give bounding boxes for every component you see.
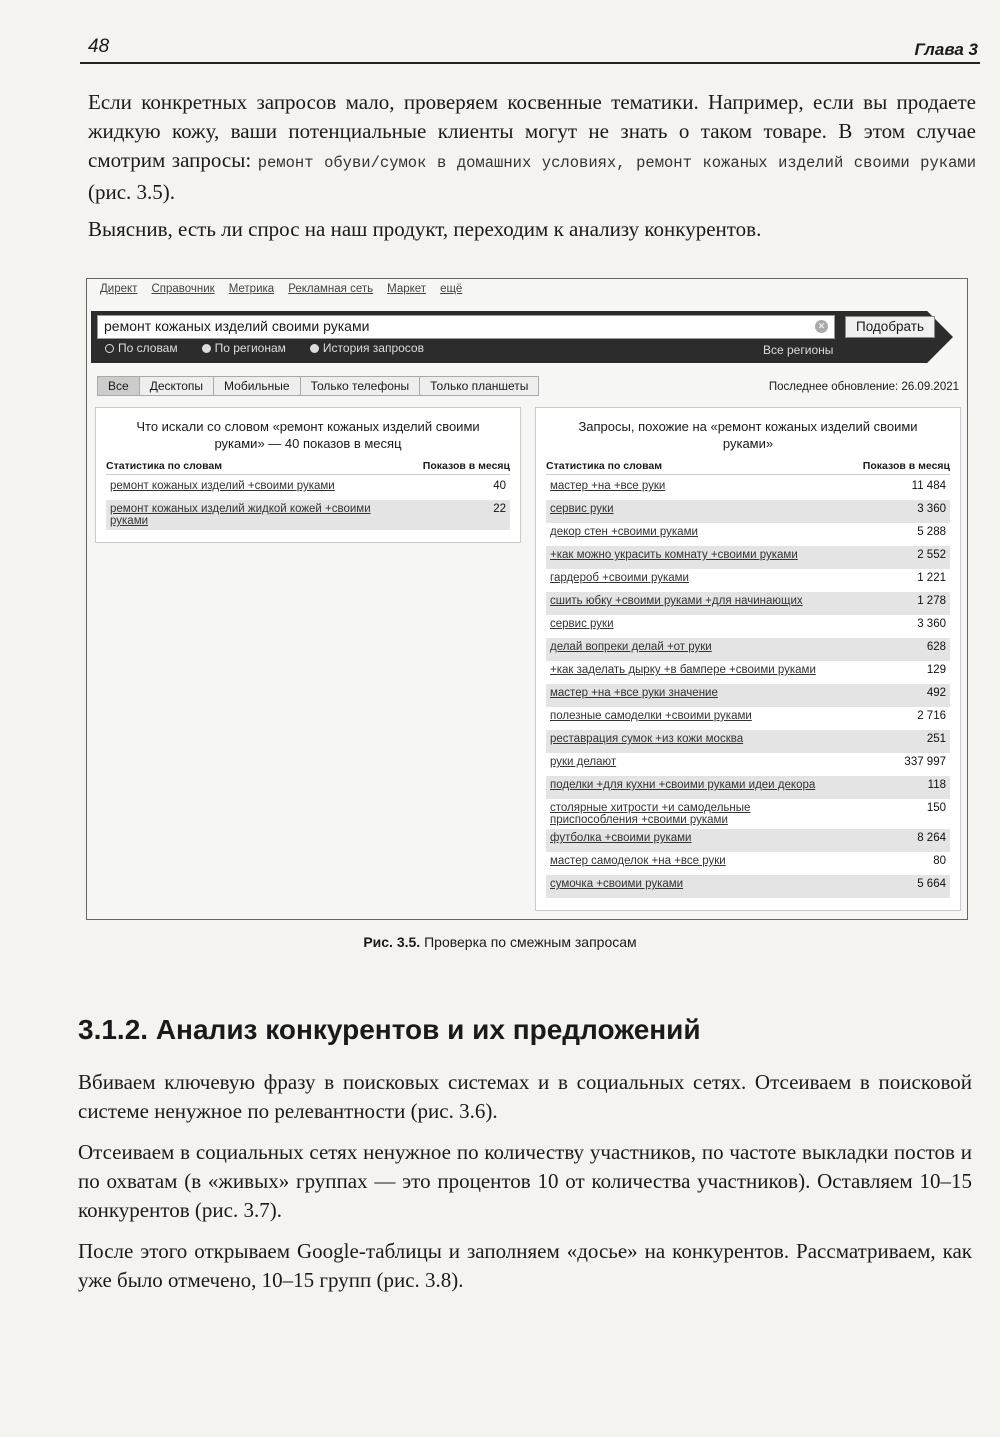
tab-mobile[interactable]: Мобильные [214, 376, 301, 396]
query-link[interactable]: сшить юбку +своими руками +для начинающих [550, 595, 803, 607]
table-row [546, 707, 950, 730]
impressions-count: 1 278 [917, 595, 946, 607]
nav-guide[interactable]: Справочник [151, 283, 215, 295]
paragraph-1-text: Если конкретных запросов мало, проверяем косвенные тематики. Например, если вы продаете жидкую кожу, ваши потенциальные клиенты могут не знать о таком товаре. В этом случае смотрим запросы: [88, 90, 976, 172]
query-link[interactable]: поделки +для кухни +своими руками идеи декора [550, 779, 816, 791]
radio-dot-icon [310, 344, 319, 353]
tab-phones[interactable]: Только телефоны [301, 376, 421, 396]
impressions-count: 5 288 [917, 526, 946, 538]
search-input-value: ремонт кожаных изделий своими руками [104, 318, 370, 334]
left-panel [95, 407, 521, 543]
right-panel [535, 407, 961, 911]
query-link[interactable]: ремонт кожаных изделий жидкой кожей +своими руками [110, 503, 371, 527]
table-row [546, 477, 950, 500]
clear-icon[interactable]: ✕ [815, 320, 828, 333]
impressions-count: 2 552 [917, 549, 946, 561]
paragraph-2: Выяснив, есть ли спрос на наш продукт, переходим к анализу конкурентов. [88, 217, 762, 241]
impressions-count: 1 221 [917, 572, 946, 584]
right-rows [536, 477, 960, 898]
query-link[interactable]: сервис руки [550, 503, 614, 515]
impressions-count: 5 664 [917, 878, 946, 890]
left-column-header [106, 460, 510, 475]
right-column-header [546, 460, 950, 475]
table-row [546, 546, 950, 569]
impressions-count: 251 [926, 733, 946, 745]
paragraph-5: После этого открываем Google-таблицы и заполняем «досье» на конкурентов. Рассматриваем, как уже было отмечено, 10–15 групп (рис. 3.8). [78, 1239, 972, 1292]
caption-label: Рис. 3.5. [363, 934, 421, 950]
nav-metrika[interactable]: Метрика [228, 283, 275, 295]
query-link[interactable]: полезные самоделки +своими руками [550, 710, 752, 722]
nav-more[interactable]: ещё [440, 283, 463, 295]
page-number: 48 [88, 36, 110, 57]
impressions-count: 3 360 [917, 503, 946, 515]
query-link[interactable]: футболка +своими руками [550, 832, 692, 844]
impressions-count: 129 [926, 664, 946, 676]
radio-dot-icon [105, 344, 114, 353]
paragraph-1-code: ремонт обуви/сумок в домашних условиях, ремонт кожаных изделий своими руками [257, 154, 976, 172]
query-link[interactable]: декор стен +своими руками [550, 526, 698, 538]
query-link[interactable]: мастер +на +все руки значение [550, 687, 718, 699]
table-row [546, 615, 950, 638]
table-row [546, 776, 950, 799]
chapter-label: Глава 3 [914, 40, 978, 59]
figure-caption [0, 934, 1000, 950]
query-link[interactable]: делай вопреки делай +от руки [550, 641, 712, 653]
table-row [546, 684, 950, 707]
figure-wordstat [86, 278, 968, 920]
radio-history[interactable] [310, 341, 424, 355]
table-row [546, 661, 950, 684]
mode-radios [105, 341, 424, 355]
submit-button[interactable]: Подобрать [845, 316, 935, 338]
query-link[interactable]: гардероб +своими руками [550, 572, 689, 584]
left-panel-title: Что искали со словом «ремонт кожаных изделий своими руками» — 40 показов в месяц [136, 419, 480, 451]
nav-direct[interactable]: Директ [100, 283, 138, 295]
impressions-count: 118 [927, 779, 946, 791]
nav-ad-network[interactable]: Рекламная сеть [288, 283, 374, 295]
table-row [546, 523, 950, 546]
left-rows [96, 477, 520, 530]
query-link[interactable]: столярные хитрости +и самодельные приспособления +своими руками [550, 802, 751, 826]
top-nav [100, 283, 462, 295]
query-link[interactable]: мастер самоделок +на +все руки [550, 855, 726, 867]
impressions-count: 492 [926, 687, 946, 699]
table-row [546, 875, 950, 898]
query-link[interactable]: +как можно украсить комнату +своими руками [550, 549, 798, 561]
paragraph-4: Отсеиваем в социальных сетях ненужное по количеству участников, по частоте выкладки постов и по охватам (в «живых» группах — это процентов 10 от количества участников). Оставляем 10–15 конкурентов (рис. 3.7). [78, 1140, 972, 1222]
impressions-count: 80 [933, 855, 946, 867]
tab-tablets[interactable]: Только планшеты [420, 376, 539, 396]
radio-by-regions[interactable] [202, 341, 286, 355]
search-input[interactable] [97, 315, 835, 339]
tab-desktops[interactable]: Десктопы [140, 376, 214, 396]
query-link[interactable]: сумочка +своими руками [550, 878, 684, 890]
table-row [546, 569, 950, 592]
query-link[interactable]: +как заделать дырку +в бампере +своими руками [550, 664, 816, 676]
nav-market[interactable]: Маркет [387, 283, 427, 295]
impressions-count: 11 484 [911, 480, 946, 492]
table-row [106, 500, 510, 530]
page-header [80, 34, 980, 64]
query-link[interactable]: сервис руки [550, 618, 614, 630]
radio-history-label: История запросов [322, 341, 424, 355]
query-link[interactable]: руки делают [550, 756, 617, 768]
table-row [546, 829, 950, 852]
caption-text: Проверка по смежным запросам [420, 934, 637, 950]
impressions-count: 40 [493, 480, 506, 492]
query-link[interactable]: ремонт кожаных изделий +своими руками [110, 480, 335, 492]
section-title: 3.1.2. Анализ конкурентов и их предложений [78, 1014, 701, 1045]
table-row [106, 477, 510, 500]
right-col-query: Статистика по словам [546, 460, 662, 472]
table-row [546, 852, 950, 875]
table-row [546, 730, 950, 753]
paragraph-1 [88, 88, 976, 207]
table-row [546, 500, 950, 523]
table-row [546, 753, 950, 776]
left-col-query: Статистика по словам [106, 460, 222, 472]
paragraph-1-end: (рис. 3.5). [88, 180, 176, 204]
regions-link[interactable]: Все регионы [763, 343, 834, 357]
impressions-count: 3 360 [917, 618, 946, 630]
device-tabs [97, 376, 539, 396]
impressions-count: 2 716 [917, 710, 946, 722]
impressions-count: 337 997 [904, 756, 946, 768]
radio-by-words-label: По словам [118, 341, 178, 355]
right-col-count: Показов в месяц [862, 460, 950, 472]
table-row [546, 592, 950, 615]
impressions-count: 22 [493, 503, 506, 515]
impressions-count: 150 [926, 802, 946, 814]
left-col-count: Показов в месяц [422, 460, 510, 472]
query-link[interactable]: мастер +на +все руки [550, 480, 666, 492]
impressions-count: 628 [926, 641, 946, 653]
last-updated: Последнее обновление: 26.09.2021 [768, 381, 959, 393]
radio-by-regions-label: По регионам [214, 341, 286, 355]
right-panel-title: Запросы, похожие на «ремонт кожаных изделий своими руками» [578, 419, 918, 451]
query-link[interactable]: реставрация сумок +из кожи москва [550, 733, 744, 745]
radio-by-words[interactable] [105, 341, 178, 355]
paragraph-3: Вбиваем ключевую фразу в поисковых системах и в социальных сетях. Отсеиваем в поисковой системе ненужное по релевантности (рис. 3.6). [78, 1070, 972, 1123]
tab-all[interactable]: Все [97, 376, 140, 396]
table-row [546, 799, 950, 829]
impressions-count: 8 264 [917, 832, 946, 844]
table-row [546, 638, 950, 661]
radio-dot-icon [202, 344, 211, 353]
